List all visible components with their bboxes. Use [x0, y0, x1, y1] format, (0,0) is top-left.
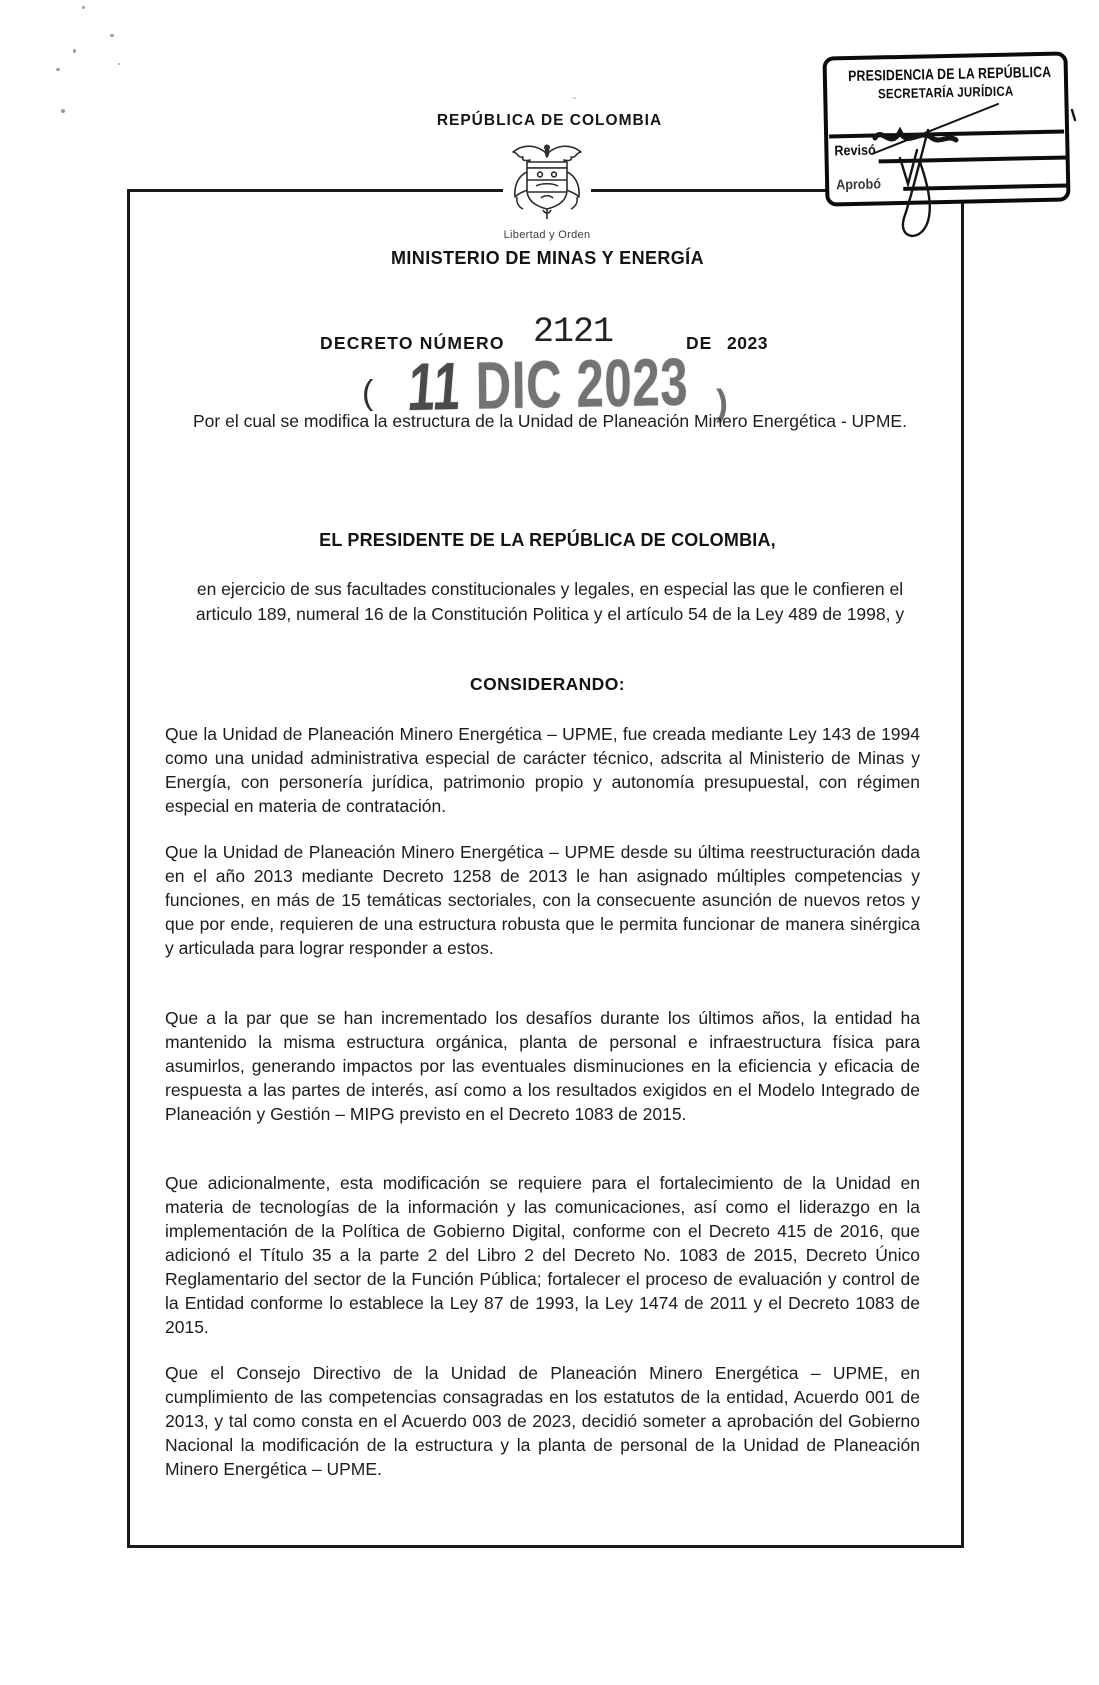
jurisdiction-stamp	[822, 51, 1070, 206]
reviso-underline	[879, 155, 1069, 163]
date-stamp-close-paren: )	[716, 382, 728, 423]
considerando-paragraph-1: Que la Unidad de Planeación Minero Energética – UPME, fue creada mediante Ley 143 de 1994 como una unidad administrativa especial de carácter técnico, adscrita al Ministerio de Minas y Energía, con personería jurídica, patrimonio propio y autonomía presupuestal, con régimen especial en materia de contratación.	[165, 724, 920, 816]
decree-number: 2121	[533, 312, 614, 352]
decree-subtitle: Por el cual se modifica la estructura de la Unidad de Planeación Minero Energética - UPME.	[193, 411, 907, 431]
stamp-title-line2: SECRETARÍA JURÍDICA	[877, 83, 1014, 102]
scan-speckle	[73, 49, 76, 53]
republic-title: REPÚBLICA DE COLOMBIA	[436, 112, 663, 129]
decree-year: 2023	[727, 333, 768, 353]
stamp-rule	[829, 130, 1064, 139]
stamp-title-line1: PRESIDENCIA DE LA REPÚBLICA	[848, 63, 1052, 86]
reviso-label: Revisó	[834, 141, 876, 159]
scan-speckle	[82, 6, 85, 9]
preamble-text: en ejercicio de sus facultades constitucionales y legales, en especial las que le confieren el articulo 189, numeral 16 de la Constitución Politica y el artículo 54 de la Ley 489 de 1998, y	[195, 579, 905, 624]
aprobo-underline	[903, 183, 1068, 190]
date-stamp-open-paren: (	[362, 374, 374, 412]
decree-de-label: DE	[686, 333, 713, 353]
coat-of-arms-icon	[503, 140, 591, 226]
motto-caption: Libertad y Orden	[503, 229, 591, 241]
scan-speckle	[118, 63, 120, 65]
scan-speckle	[56, 68, 60, 71]
scan-speckle	[110, 34, 114, 37]
aprobo-label: Aprobó	[835, 175, 882, 193]
document-border-frame	[127, 189, 964, 1548]
considerando-paragraph-2: Que la Unidad de Planeación Minero Energética – UPME desde su última reestructuración dada en el año 2013 mediante Decreto 1258 de 2013 le han asignado múltiples competencias y funciones, en más de 15 temáticas sectoriales, con la consecuente asunción de nuevos retos y que por ende, requieren de una estructura robusta que le permita funcionar de manera sinérgica y articulada para lograr responder a estos.	[165, 842, 920, 958]
ministry-title: MINISTERIO DE MINAS Y ENERGÍA	[391, 248, 704, 268]
date-stamp-day: 11	[405, 348, 465, 426]
considerando-heading: CONSIDERANDO:	[470, 674, 625, 694]
scan-speckle	[573, 97, 576, 99]
considerando-paragraph-3: Que a la par que se han incrementado los desafíos durante los últimos años, la entidad ha mantenido la misma estructura orgánica, planta de personal e infraestructura física para asumirlos, generando impactos por las eventuales disminuciones en la eficiencia y eficacia de respuesta a las partes de interés, así como a los resultados exigidos en el Modelo Integrado de Planeación y Gestión – MIPG previsto en el Decreto 1083 de 2015.	[165, 1008, 920, 1124]
considerando-paragraph-5: Que el Consejo Directivo de la Unidad de Planeación Minero Energética – UPME, en cumplimiento de las competencias consagradas en los estatutos de la entidad, Acuerdo 001 de 2013, y tal como consta en el Acuerdo 003 de 2023, decidió someter a aprobación del Gobierno Nacional la modificación de la estructura y la planta de personal de la Unidad de Planeación Minero Energética – UPME.	[165, 1363, 920, 1479]
decree-label: DECRETO NÚMERO	[320, 333, 505, 353]
president-heading: EL PRESIDENTE DE LA REPÚBLICA DE COLOMBIA,	[319, 530, 776, 550]
date-stamp-rest: DIC 2023	[461, 344, 689, 424]
considerando-paragraph-4: Que adicionalmente, esta modificación se requiere para el fortalecimiento de la Unidad en materia de tecnologías de la información y las comunicaciones, así como el liderazgo en la implementación de la Política de Gobierno Digital, conforme con el Decreto 415 de 2016, que adicionó el Título 35 a la parte 2 del Libro 2 del Decreto No. 1083 de 2015, Decreto Único Reglamentario del sector de la Función Pública; fortalecer el proceso de evaluación y control de la Entidad conforme lo establece la Ley 87 de 1993, la Ley 1474 de 2011 y el Decreto 1083 de 2015.	[165, 1173, 920, 1337]
